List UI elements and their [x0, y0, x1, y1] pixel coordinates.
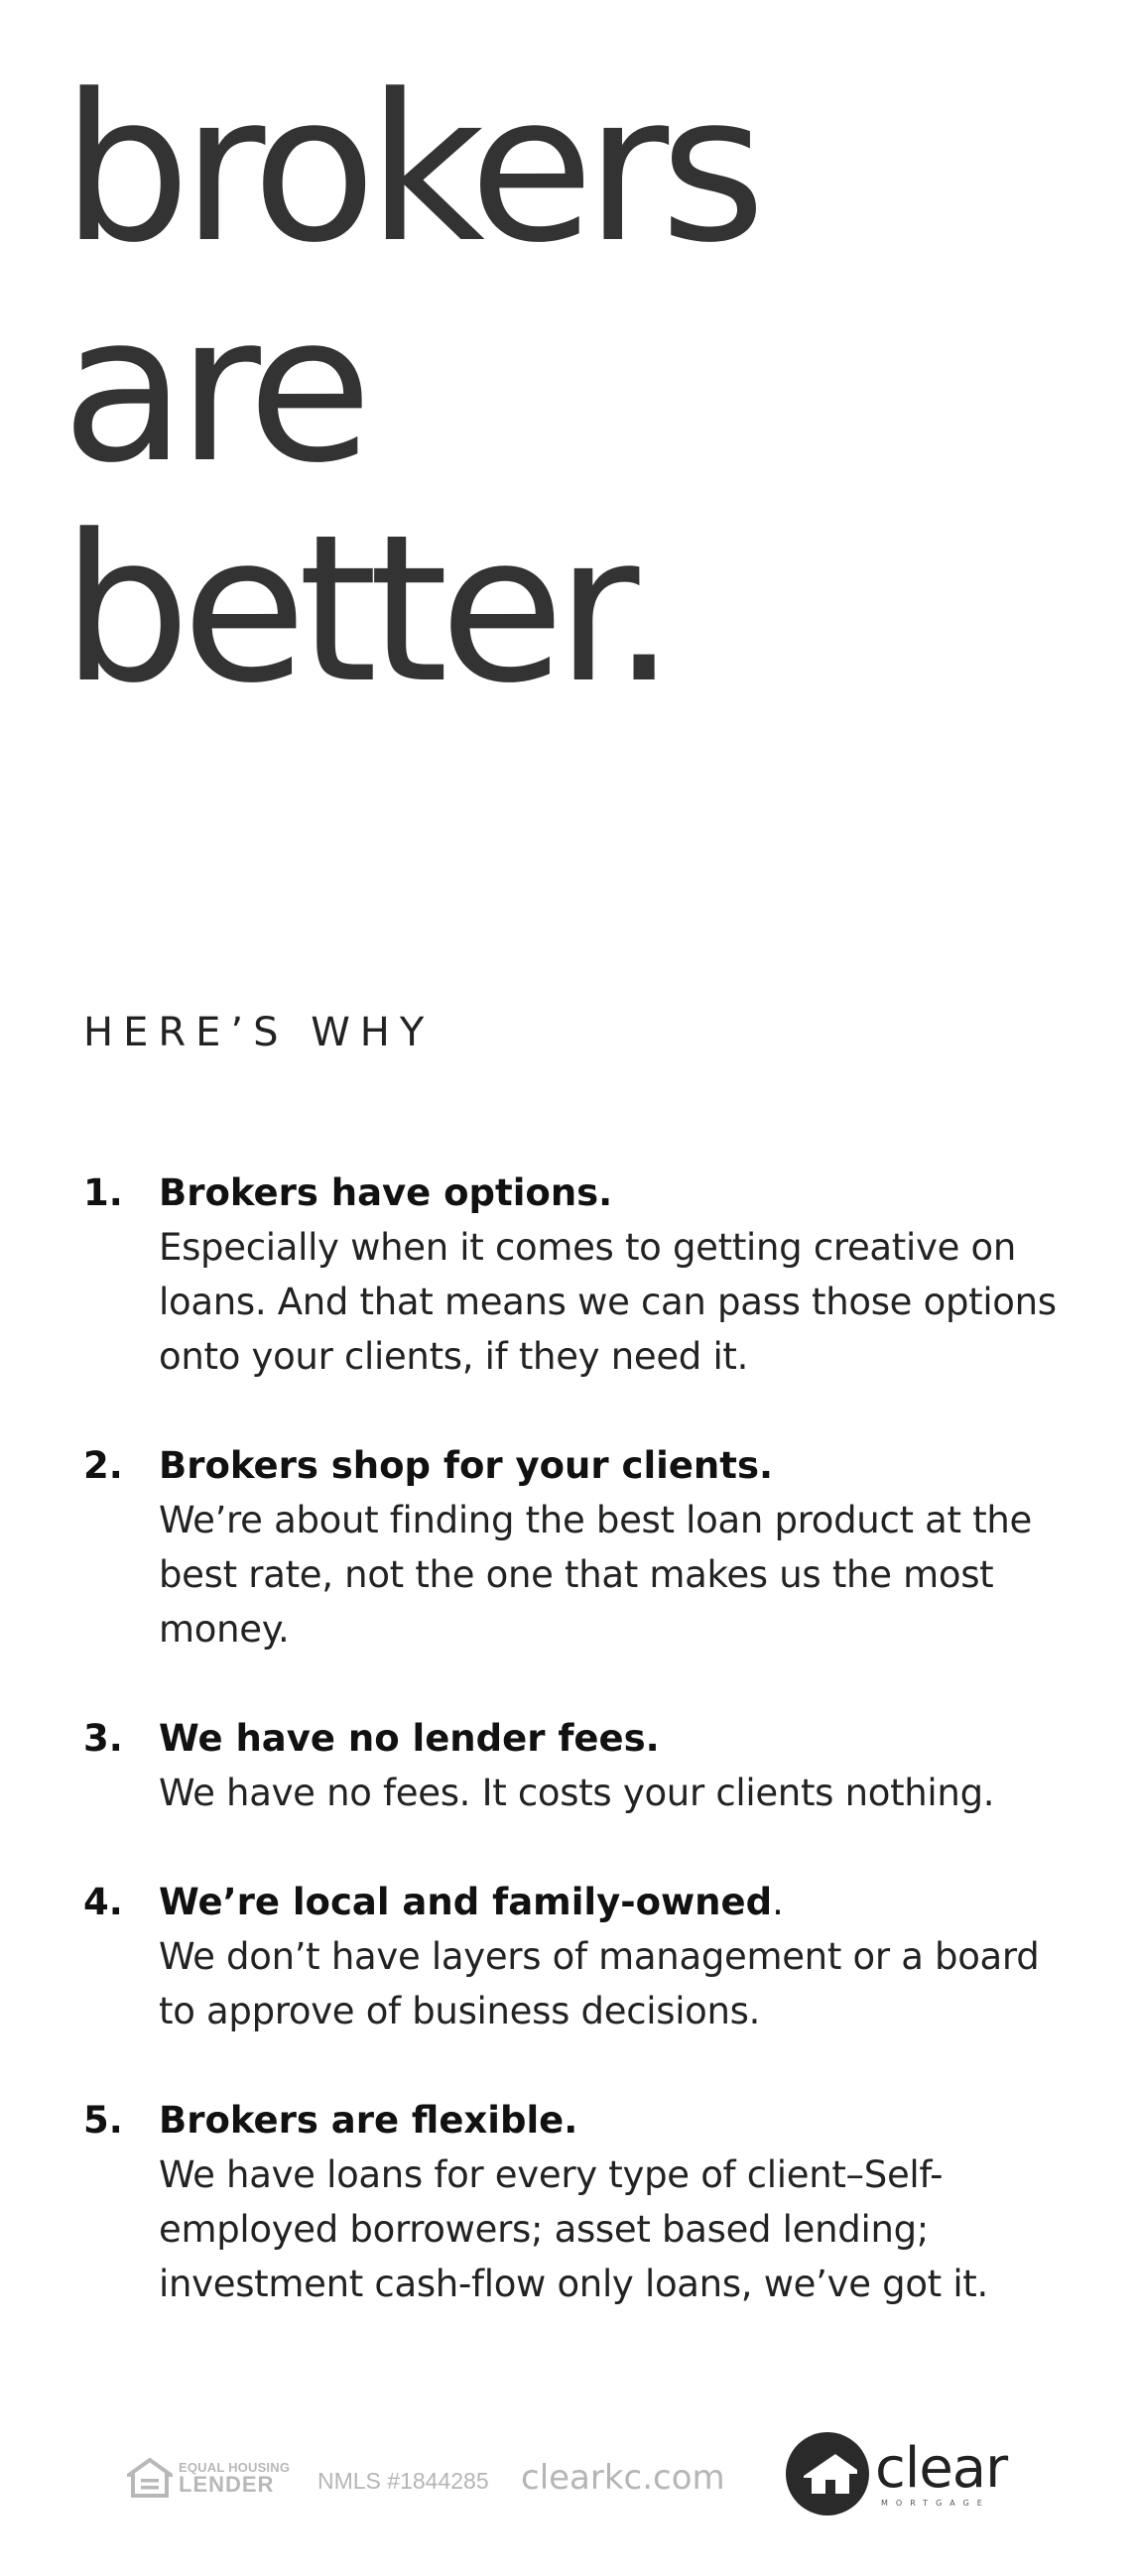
reason-item-3 [83, 1711, 1085, 1820]
reason-title-text: Brokers shop for your clients. [159, 1444, 774, 1487]
reason-title [159, 1875, 1085, 1929]
headline-line-1: brokers [62, 52, 757, 288]
headline [62, 52, 757, 728]
equal-housing-icon [127, 2458, 173, 2498]
equal-housing-top-text: EQUAL HOUSING [179, 2459, 291, 2475]
reason-item-2 [83, 1438, 1085, 1656]
footer [0, 2430, 1138, 2539]
reason-body: We have no fees. It costs your clients nothing. [159, 1772, 995, 1814]
reason-title-text: We’re local and family-owned [159, 1881, 773, 1923]
reason-title-suffix: . [772, 1881, 784, 1923]
reason-number: 1. [83, 1171, 123, 1214]
reason-number: 4. [83, 1881, 123, 1923]
website-link[interactable]: clearkc.com [521, 2458, 725, 2498]
logo-wordmark: clear [875, 2435, 1008, 2501]
logo-subtitle: MORTGAGE [881, 2498, 990, 2508]
equal-housing-bottom-text: LENDER [179, 2471, 275, 2497]
clear-mortgage-logo [784, 2430, 1007, 2517]
reason-body: Especially when it comes to getting creative on loans. And that means we can pass those options onto your clients, if they need it. [159, 1226, 1057, 1378]
reason-title [159, 1438, 1085, 1493]
reason-title-text: We have no lender fees. [159, 1717, 660, 1760]
reason-title [159, 2093, 1085, 2147]
reason-body: We have loans for every type of client–Self-employed borrowers; asset based lending; investment cash-flow only loans, we’ve got it. [159, 2153, 988, 2305]
reason-title [159, 1711, 1085, 1766]
logo-text [875, 2435, 1008, 2508]
reason-body: We don’t have layers of management or a board to approve of business decisions. [159, 1935, 1040, 2032]
equal-housing-lender-badge [127, 2458, 290, 2498]
reason-title-text: Brokers are flexible. [159, 2099, 578, 2142]
reasons-list [83, 1165, 1085, 2366]
reason-number: 5. [83, 2099, 123, 2142]
reason-title [159, 1165, 1085, 1220]
equal-housing-text [179, 2461, 290, 2496]
reason-item-4 [83, 1875, 1085, 2038]
reason-number: 2. [83, 1444, 123, 1487]
reason-number: 3. [83, 1717, 123, 1760]
nmls-number: NMLS #1844285 [317, 2468, 489, 2494]
subhead: HERE’S WHY [83, 1010, 435, 1055]
reason-item-5 [83, 2093, 1085, 2311]
reason-body: We’re about finding the best loan product at the best rate, not the one that makes us the most money. [159, 1499, 1033, 1651]
house-circle-icon [784, 2430, 871, 2517]
reason-item-1 [83, 1165, 1085, 1384]
reason-title-text: Brokers have options. [159, 1171, 613, 1214]
headline-line-2: are [62, 272, 364, 508]
headline-line-3: better. [62, 492, 668, 728]
